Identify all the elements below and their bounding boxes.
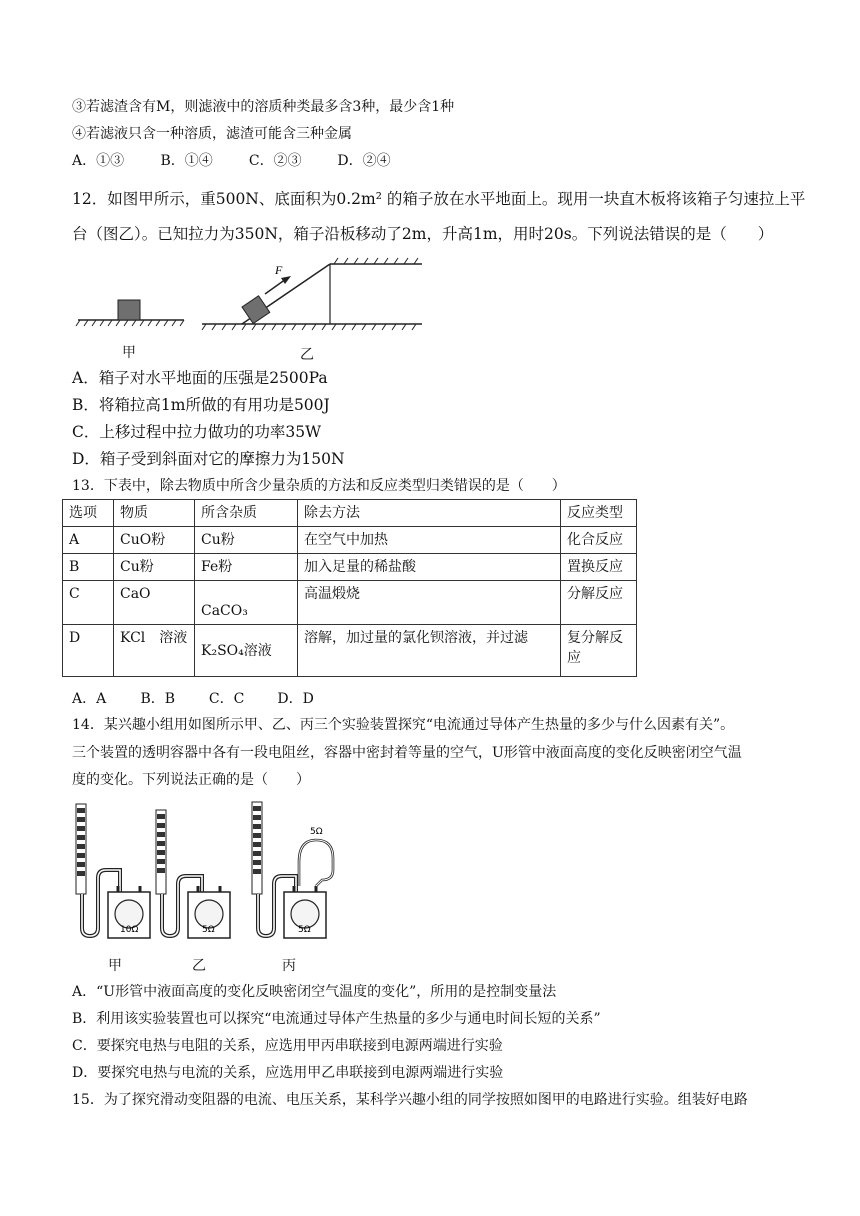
table-row bbox=[63, 625, 637, 677]
table-header: 物质 bbox=[114, 500, 195, 527]
force-arrow bbox=[265, 279, 286, 294]
platform bbox=[330, 258, 422, 324]
box-jia bbox=[118, 300, 140, 320]
q14-figure bbox=[70, 800, 360, 950]
table-cell: D bbox=[63, 625, 114, 677]
q12-option-c: C．上移过程中拉力做功的功率35W bbox=[72, 423, 322, 441]
resistor-label-external: 5Ω bbox=[310, 827, 323, 837]
q12-option-d: D．箱子受到斜面对它的摩擦力为150N bbox=[72, 450, 345, 468]
q14-stem-line1: 14．某兴趣小组用如图所示甲、乙、丙三个实验装置探究“电流通过导体产生热量的多少与什么因素有关”。 bbox=[72, 717, 735, 733]
q15-stem-line1: 15．为了探究滑动变阻器的电流、电压关系，某科学兴趣小组的同学按照如图甲的电路进行实验。组装好电路 bbox=[72, 1092, 748, 1108]
q13-option-c: C．C bbox=[208, 691, 245, 707]
table-row bbox=[63, 527, 637, 554]
q14-option-a: A．“U形管中液面高度的变化反映密闭空气温度的变化”，所用的是控制变量法 bbox=[72, 984, 557, 1000]
box-yi bbox=[242, 296, 270, 324]
q12-stem-line1: 12．如图甲所示，重500N、底面积为0.2m² 的箱子放在水平地面上。现用一块直木板将该箱子匀速拉上平 bbox=[72, 190, 806, 208]
table-cell: 化合反应 bbox=[561, 527, 637, 554]
table-row bbox=[63, 554, 637, 581]
q12-figure bbox=[72, 252, 432, 332]
q14-stem-line3: 度的变化。下列说法正确的是（ ） bbox=[72, 772, 310, 788]
table-row bbox=[63, 581, 637, 625]
q11-option-c: C．②③ bbox=[248, 153, 302, 169]
q13-option-a: A．A bbox=[72, 691, 107, 707]
table-cell: CuO粉 bbox=[114, 527, 195, 554]
table-cell: C bbox=[63, 581, 114, 625]
q14-stem-line2: 三个装置的透明容器中各有一段电阻丝，容器中密封着等量的空气，U形管中液面高度的变化反映密闭空气温 bbox=[72, 745, 742, 761]
ground-jia bbox=[76, 320, 184, 326]
q12-option-b: B．将箱拉高1m所做的有用功是500J bbox=[72, 396, 330, 414]
table-cell: 加入足量的稀盐酸 bbox=[298, 554, 561, 581]
table-cell: 高温煅烧 bbox=[298, 581, 561, 625]
q11-option-a: A．①③ bbox=[72, 153, 125, 169]
q12-stem-line2: 台（图乙）。已知拉力为350N，箱子沿板移动了2m，升高1m，用时20s。下列说法错误的是（ ） bbox=[72, 225, 774, 243]
q11-item-4: ④若滤液只含一种溶质，滤渣可能含三种金属 bbox=[72, 126, 352, 142]
q11-options bbox=[72, 151, 391, 171]
table-cell: CaCO₃ bbox=[195, 581, 298, 625]
q12-option-a: A．箱子对水平地面的压强是2500Pa bbox=[72, 369, 328, 387]
q11-item-3: ③若滤渣含有M，则滤液中的溶质种类最多含3种，最少含1种 bbox=[72, 99, 455, 115]
force-arrow-head bbox=[281, 276, 291, 284]
ground-yi bbox=[202, 324, 422, 330]
table-header: 除去方法 bbox=[298, 500, 561, 527]
table-header-row bbox=[63, 500, 637, 527]
table-cell: 在空气中加热 bbox=[298, 527, 561, 554]
table-cell: K₂SO₄溶液 bbox=[195, 625, 298, 677]
q14-option-b: B．利用该实验装置也可以探究“电流通过导体产生热量的多少与通电时间长短的关系” bbox=[72, 1011, 601, 1027]
q12-caption-jia: 甲 bbox=[122, 345, 136, 361]
apparatus-bing bbox=[252, 802, 333, 938]
resistor-label-yi: 5Ω bbox=[202, 925, 215, 935]
q11-option-d: D．②④ bbox=[337, 153, 391, 169]
table-header: 反应类型 bbox=[561, 500, 637, 527]
table-cell: Cu粉 bbox=[114, 554, 195, 581]
table-cell: 置换反应 bbox=[561, 554, 637, 581]
q14-option-d: D．要探究电热与电流的关系，应选用甲乙串联接到电源两端进行实验 bbox=[72, 1065, 504, 1081]
table-cell: 复分解反应 bbox=[561, 625, 637, 677]
table-cell: 溶解，加过量的氯化钡溶液，并过滤 bbox=[298, 625, 561, 677]
table-cell: Fe粉 bbox=[195, 554, 298, 581]
q14-option-c: C．要探究电热与电阻的关系，应选用甲丙串联接到电源两端进行实验 bbox=[72, 1038, 503, 1054]
table-cell: 分解反应 bbox=[561, 581, 637, 625]
q13-stem: 13．下表中，除去物质中所含少量杂质的方法和反应类型归类错误的是（ ） bbox=[72, 478, 566, 494]
table-cell: KCl 溶液 bbox=[114, 625, 195, 677]
table-cell: B bbox=[63, 554, 114, 581]
table-cell: CaO bbox=[114, 581, 195, 625]
resistor-label-jia: 10Ω bbox=[120, 925, 139, 935]
apparatus-jia bbox=[76, 804, 150, 938]
q13-table bbox=[62, 499, 637, 677]
table-header: 所含杂质 bbox=[195, 500, 298, 527]
resistor-label-bing: 5Ω bbox=[298, 925, 311, 935]
force-label: F bbox=[275, 263, 283, 277]
table-header: 选项 bbox=[63, 500, 114, 527]
apparatus-yi bbox=[156, 810, 230, 938]
q11-option-b: B．①④ bbox=[160, 153, 213, 169]
q13-options bbox=[72, 689, 314, 709]
q14-caption-jia: 甲 bbox=[108, 958, 122, 974]
q14-caption-bing: 丙 bbox=[282, 958, 296, 974]
q13-option-d: D．D bbox=[277, 691, 314, 707]
table-cell: A bbox=[63, 527, 114, 554]
q13-option-b: B．B bbox=[140, 691, 176, 707]
table-cell: Cu粉 bbox=[195, 527, 298, 554]
q12-caption-yi: 乙 bbox=[300, 347, 314, 363]
q14-caption-yi: 乙 bbox=[192, 958, 206, 974]
